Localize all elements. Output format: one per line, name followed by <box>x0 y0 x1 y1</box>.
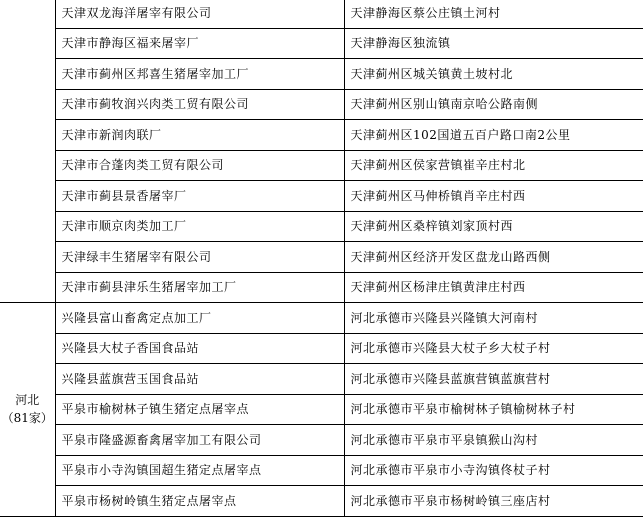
company-name-cell: 平泉市榆树林子镇生猪定点屠宰点 <box>55 394 344 425</box>
table-row <box>0 303 643 334</box>
address-cell: 天津蓟州区经济开发区盘龙山路西侧 <box>344 242 643 273</box>
address-cell: 天津蓟州区102国道五百户路口南2公里 <box>344 120 643 151</box>
company-name-cell: 兴隆县蓝旗营玉国食品站 <box>55 364 344 395</box>
address-cell: 河北承德市平泉市小寺沟镇佟杖子村 <box>344 455 643 486</box>
table-row <box>0 181 643 212</box>
company-name-cell: 平泉市杨树岭镇生猪定点屠宰点 <box>55 486 344 517</box>
company-name-cell: 兴隆县大杖子香国食品站 <box>55 333 344 364</box>
table-row <box>0 120 643 151</box>
company-name-cell: 天津市静海区福来屠宰厂 <box>55 28 344 59</box>
address-cell: 河北承德市平泉市杨树岭镇三座店村 <box>344 486 643 517</box>
table-row <box>0 242 643 273</box>
address-cell: 天津蓟州区杨津庄镇黄津庄村西 <box>344 272 643 303</box>
address-cell: 河北承德市平泉市榆树林子镇榆树林子村 <box>344 394 643 425</box>
address-cell: 天津蓟州区马伸桥镇肖辛庄村西 <box>344 181 643 212</box>
address-cell: 河北承德市兴隆县蓝旗营镇蓝旗营村 <box>344 364 643 395</box>
table-row <box>0 455 643 486</box>
table-row <box>0 425 643 456</box>
company-name-cell: 天津市蓟牧润兴肉类工贸有限公司 <box>55 89 344 120</box>
table-row <box>0 0 643 28</box>
table-row <box>0 28 643 59</box>
region-count: （81家） <box>1 411 53 426</box>
table-row <box>0 272 643 303</box>
region-cell <box>0 0 55 303</box>
address-cell: 河北承德市平泉市平泉镇猴山沟村 <box>344 425 643 456</box>
address-cell: 河北承德市兴隆县大杖子乡大杖子村 <box>344 333 643 364</box>
company-name-cell: 兴隆县富山畜禽定点加工厂 <box>55 303 344 334</box>
company-name-cell: 天津双龙海洋屠宰有限公司 <box>55 0 344 28</box>
table-row <box>0 150 643 181</box>
company-name-cell: 天津市顺京肉类加工厂 <box>55 211 344 242</box>
table-row <box>0 364 643 395</box>
address-cell: 河北承德市兴隆县兴隆镇大河南村 <box>344 303 643 334</box>
company-name-cell: 天津市蓟县景香屠宰厂 <box>55 181 344 212</box>
address-cell: 天津蓟州区城关镇黄土坡村北 <box>344 59 643 90</box>
company-name-cell: 平泉市隆盛源畜禽屠宰加工有限公司 <box>55 425 344 456</box>
table-row <box>0 394 643 425</box>
region-name: 河北 <box>15 393 40 408</box>
address-cell: 天津蓟州区桑梓镇刘家顶村西 <box>344 211 643 242</box>
address-cell: 天津静海区蔡公庄镇土河村 <box>344 0 643 28</box>
table-row <box>0 486 643 517</box>
address-cell: 天津静海区独流镇 <box>344 28 643 59</box>
company-name-cell: 平泉市小寺沟镇国超生猪定点屠宰点 <box>55 455 344 486</box>
address-cell: 天津蓟州区别山镇南京哈公路南侧 <box>344 89 643 120</box>
table-row <box>0 89 643 120</box>
address-cell: 天津蓟州区侯家营镇崔辛庄村北 <box>344 150 643 181</box>
table-row <box>0 333 643 364</box>
company-name-cell: 天津绿丰生猪屠宰有限公司 <box>55 242 344 273</box>
table-row <box>0 211 643 242</box>
company-name-cell: 天津市蓟州区邦喜生猪屠宰加工厂 <box>55 59 344 90</box>
company-name-cell: 天津市新润肉联厂 <box>55 120 344 151</box>
company-name-cell: 天津市合蓬肉类工贸有限公司 <box>55 150 344 181</box>
table-row <box>0 59 643 90</box>
company-name-cell: 天津市蓟县津乐生猪屠宰加工厂 <box>55 272 344 303</box>
region-cell <box>0 303 55 517</box>
